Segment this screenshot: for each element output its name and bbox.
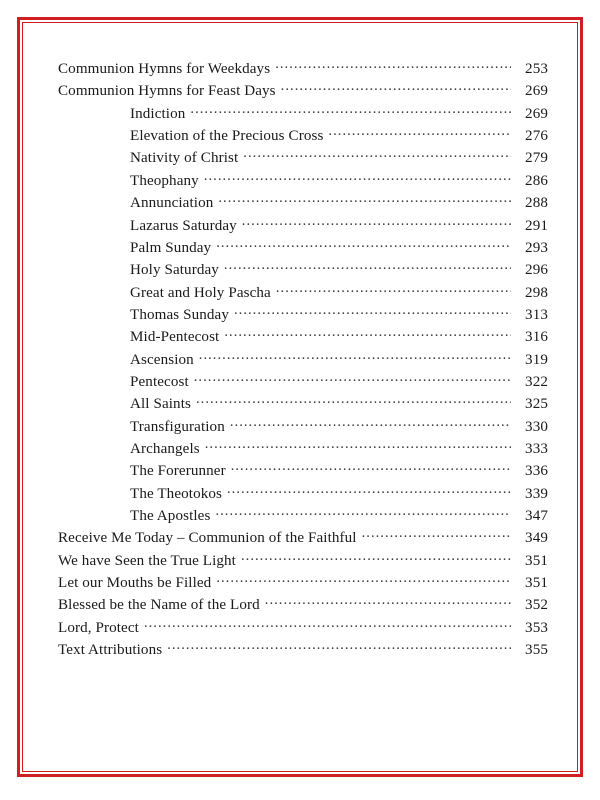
toc-entry[interactable] <box>58 103 548 125</box>
toc-entry-page-number: 349 <box>525 530 548 547</box>
toc-entry-page-number: 333 <box>525 440 548 457</box>
toc-dot-leader <box>167 639 511 654</box>
toc-dot-leader <box>243 147 511 162</box>
toc-dot-leader <box>204 170 511 185</box>
toc-dot-leader <box>216 572 511 587</box>
toc-dot-leader <box>241 550 511 565</box>
toc-dot-leader <box>242 214 511 229</box>
toc-entry-label: Theophany <box>130 172 199 189</box>
toc-entry-label: Blessed be the Name of the Lord <box>58 597 260 614</box>
toc-dot-leader <box>215 505 511 520</box>
toc-entry[interactable] <box>58 80 548 102</box>
toc-entry[interactable] <box>58 58 548 80</box>
toc-dot-leader <box>199 348 511 363</box>
toc-entry[interactable] <box>58 259 548 281</box>
toc-entry-label: Lord, Protect <box>58 619 139 636</box>
toc-entry-label: Ascension <box>130 351 194 368</box>
toc-entry-label: All Saints <box>130 396 191 413</box>
toc-entry-label: Elevation of the Precious Cross <box>130 128 324 145</box>
toc-entry[interactable] <box>58 550 548 572</box>
toc-entry[interactable] <box>58 326 548 348</box>
toc-dot-leader <box>230 416 511 431</box>
toc-entry[interactable] <box>58 572 548 594</box>
toc-entry-label: Thomas Sunday <box>130 306 229 323</box>
toc-entry[interactable] <box>58 393 548 415</box>
toc-entry[interactable] <box>58 192 548 214</box>
toc-entry-page-number: 351 <box>525 575 548 591</box>
toc-entry-label: The Theotokos <box>130 485 222 502</box>
toc-entry-page-number: 316 <box>525 329 548 346</box>
toc-dot-leader <box>281 80 511 95</box>
toc-entry-page-number: 253 <box>525 61 548 78</box>
toc-entry[interactable] <box>58 594 548 616</box>
toc-dot-leader <box>328 125 511 140</box>
toc-entry-page-number: 330 <box>525 418 548 435</box>
toc-entry[interactable] <box>58 639 548 661</box>
toc-entry-label: The Forerunner <box>130 463 226 480</box>
toc-entry-page-number: 339 <box>525 485 548 502</box>
toc-dot-leader <box>362 527 511 542</box>
toc-entry[interactable] <box>58 281 548 303</box>
toc-entry[interactable] <box>58 527 548 549</box>
toc-dot-leader <box>275 58 511 73</box>
toc-entry-page-number: 313 <box>525 306 548 323</box>
toc-entry[interactable] <box>58 438 548 460</box>
toc-entry[interactable] <box>58 214 548 236</box>
toc-dot-leader <box>216 237 511 252</box>
toc-entry-page-number: 288 <box>525 195 548 212</box>
toc-entry-page-number: 286 <box>525 172 548 189</box>
toc-entry-page-number: 352 <box>525 597 548 614</box>
toc-entry-page-number: 279 <box>525 150 548 167</box>
toc-entry-label: Pentecost <box>130 373 189 390</box>
toc-entry-page-number: 322 <box>525 373 548 390</box>
toc-entry-label: Indiction <box>130 105 186 122</box>
toc-dot-leader <box>265 594 511 609</box>
toc-entry[interactable] <box>58 617 548 639</box>
toc-entry[interactable] <box>58 170 548 192</box>
table-of-contents <box>58 58 548 661</box>
toc-entry-label: Mid-Pentecost <box>130 329 220 346</box>
toc-dot-leader <box>227 483 511 498</box>
toc-entry-label: Transfiguration <box>130 418 225 435</box>
toc-entry-page-number: 293 <box>525 239 548 256</box>
toc-entry-page-number: 319 <box>525 351 548 368</box>
toc-entry-page-number: 269 <box>525 105 548 122</box>
toc-entry[interactable] <box>58 371 548 393</box>
toc-entry-label: The Apostles <box>130 507 211 524</box>
toc-dot-leader <box>205 438 511 453</box>
toc-entry-page-number: 336 <box>525 463 548 480</box>
toc-entry[interactable] <box>58 348 548 370</box>
toc-entry-label: We have Seen the True Light <box>58 552 236 569</box>
toc-entry[interactable] <box>58 304 548 326</box>
toc-entry-label: Great and Holy Pascha <box>130 284 271 301</box>
toc-entry-label: Let our Mouths be Filled <box>58 575 212 591</box>
toc-entry-label: Communion Hymns for Feast Days <box>58 83 276 100</box>
toc-entry[interactable] <box>58 147 548 169</box>
toc-entry-page-number: 353 <box>525 619 548 636</box>
toc-dot-leader <box>218 192 511 207</box>
toc-entry-label: Palm Sunday <box>130 239 212 256</box>
toc-entry-page-number: 276 <box>525 128 548 145</box>
toc-entry-page-number: 269 <box>525 83 548 100</box>
toc-entry-label: Text Attributions <box>58 642 163 659</box>
toc-entry-page-number: 291 <box>525 217 548 234</box>
toc-entry-page-number: 298 <box>525 284 548 301</box>
toc-dot-leader <box>224 259 511 274</box>
toc-entry[interactable] <box>58 505 548 527</box>
toc-dot-leader <box>194 371 511 386</box>
toc-entry[interactable] <box>58 416 548 438</box>
toc-dot-leader <box>196 393 511 408</box>
toc-entry[interactable] <box>58 460 548 482</box>
toc-entry-label: Receive Me Today – Communion of the Faithful <box>58 530 357 547</box>
toc-entry-label: Communion Hymns for Weekdays <box>58 61 271 78</box>
toc-entry-page-number: 351 <box>525 552 548 569</box>
toc-entry-label: Lazarus Saturday <box>130 217 237 234</box>
toc-entry-label: Archangels <box>130 440 200 457</box>
toc-dot-leader <box>224 326 511 341</box>
toc-dot-leader <box>276 281 511 296</box>
toc-dot-leader <box>144 617 511 632</box>
toc-entry[interactable] <box>58 483 548 505</box>
toc-entry[interactable] <box>58 125 548 147</box>
toc-entry-page-number: 296 <box>525 262 548 279</box>
toc-entry-page-number: 347 <box>525 507 548 524</box>
toc-dot-leader <box>190 103 511 118</box>
toc-entry-label: Nativity of Christ <box>130 150 239 167</box>
toc-dot-leader <box>234 304 511 319</box>
toc-entry-label: Annunciation <box>130 195 214 212</box>
toc-dot-leader <box>231 460 511 475</box>
toc-entry-page-number: 325 <box>525 396 548 413</box>
toc-entry[interactable] <box>58 237 548 259</box>
toc-entry-label: Holy Saturday <box>130 262 219 279</box>
toc-entry-page-number: 355 <box>525 642 548 659</box>
